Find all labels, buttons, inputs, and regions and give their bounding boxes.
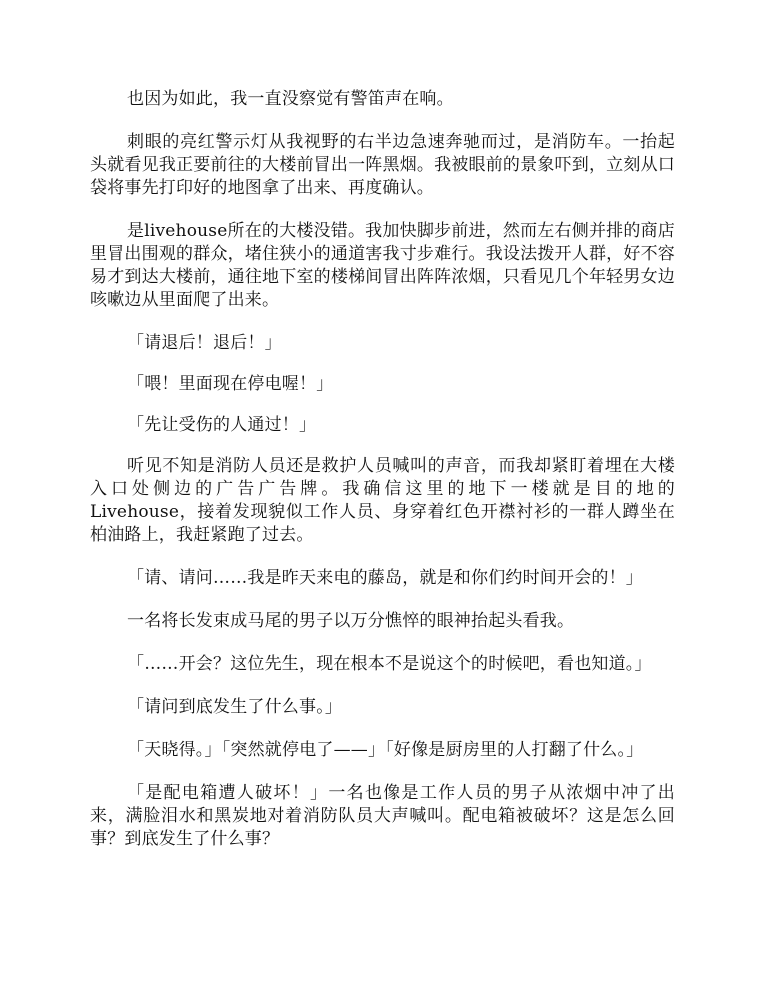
dialogue-line: 「天晓得。」「突然就停电了——」「好像是厨房里的人打翻了什么。」	[127, 740, 644, 760]
dialogue-line: 「喂！里面现在停电喔！」	[127, 374, 334, 394]
paragraph: 听见不知是消防人员还是救护人员喊叫的声音，而我却紧盯着埋在大楼入口处侧边的广告广告牌。我确信这里的地下一楼就是目的地的Livehouse，接着发现貌似工作人员、身穿着红色开襟衬衫的一群人蹲坐在柏油路上，我赶紧跑了过去。	[90, 456, 675, 545]
paragraph: 一名将长发束成马尾的男子以万分憔悴的眼神抬起头看我。	[127, 611, 575, 631]
paragraph: 刺眼的亮红警示灯从我视野的右半边急速奔驰而过，是消防车。一抬起头就看见我正要前往的大楼前冒出一阵黑烟。我被眼前的景象吓到，立刻从口袋将事先打印好的地图拿了出来、再度确认。	[90, 132, 675, 198]
dialogue-line: 「……开会？这位先生，现在根本不是说这个的时候吧，看也知道。」	[127, 654, 652, 674]
dialogue-line: 「请退后！退后！」	[127, 333, 282, 353]
paragraph: 是livehouse所在的大楼没错。我加快脚步前进，然而左右侧并排的商店里冒出围观的群众，堵住狭小的通道害我寸步难行。我设法拨开人群，好不容易才到达大楼前，通往地下室的楼梯间冒出阵阵浓烟，只看见几个年轻男女边咳嗽边从里面爬了出来。	[90, 221, 675, 310]
dialogue-line: 「先让受伤的人通过！」	[127, 415, 317, 435]
dialogue-line: 「请问到底发生了什么事。」	[127, 697, 343, 717]
document-page	[90, 88, 675, 871]
paragraph: 「是配电箱遭人破坏！」一名也像是工作人员的男子从浓烟中冲了出来，满脸泪水和黑炭地对着消防队员大声喊叫。配电箱被破坏？这是怎么回事？到底发生了什么事？	[90, 783, 675, 849]
paragraph: 也因为如此，我一直没察觉有警笛声在响。	[127, 89, 454, 109]
dialogue-line: 「请、请问……我是昨天来电的藤岛，就是和你们约时间开会的！」	[127, 568, 643, 588]
